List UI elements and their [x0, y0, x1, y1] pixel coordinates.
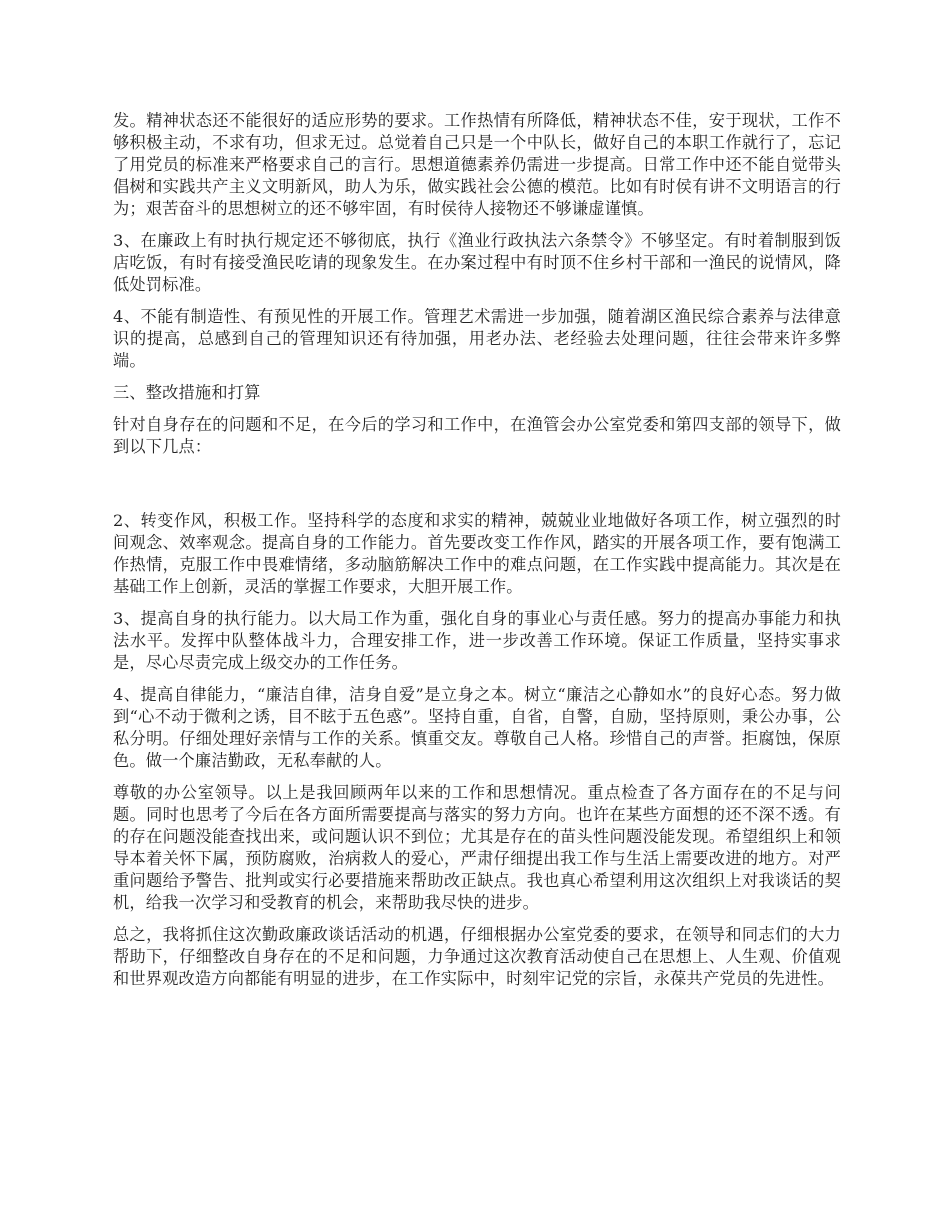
section-heading-rectification: 三、整改措施和打算 — [113, 383, 261, 402]
document-body — [113, 110, 841, 1000]
paragraph-measure-work-style: 2、转变作风，积极工作。坚持科学的态度和求实的精神，兢兢业业地做好各项工作，树立强烈的时间观念、效率观念。提高自身的工作能力。首先要改变工作作风，踏实的开展各项工作，要有饱满工作热情，克服工作中畏难情绪，多动脑筋解决工作中的难点问题，在工作实践中提高能力。其次是在基础工作上创新，灵活的掌握工作要求，大胆开展工作。 — [113, 511, 841, 596]
paragraph-spirit-state: 发。精神状态还不能很好的适应形势的要求。工作热情有所降低，精神状态不佳，安于现状，工作不够积极主动，不求有功，但求无过。总觉着自己只是一个中队长，做好自己的本职工作就行了，忘记了用党员的标准来严格要求自己的言行。思想道德素养仍需进一步提高。日常工作中还不能自觉带头倡树和实践共产主义文明新风，助人为乐，做实践社会公德的模范。比如有时侯有讲不文明语言的行为；艰苦奋斗的思想树立的还不够牢固，有时侯待人接物还不够谦虚谨慎。 — [113, 111, 841, 218]
paragraph-measure-execution: 3、提高自身的执行能力。以大局工作为重，强化自身的事业心与责任感。努力的提高办事能力和执法水平。发挥中队整体战斗力，合理安排工作，进一步改善工作环境。保证工作质量，坚持实事求是，尽心尽责完成上级交办的工作任务。 — [113, 609, 841, 672]
blank-gap — [113, 468, 841, 510]
paragraph-conclusion: 总之，我将抓住这次勤政廉政谈话活动的机遇，仔细根据办公室党委的要求，在领导和同志们的大力帮助下，仔细整改自身存在的不足和问题，力争通过这次教育活动使自己在思想上、人生观、价值观和世界观改造方向都能有明显的进步，在工作实际中，时刻牢记党的宗旨，永葆共产党员的先进性。 — [113, 925, 841, 988]
paragraph-foresight-issue: 4、不能有制造性、有预见性的开展工作。管理艺术需进一步加强，随着湖区渔民综合素养与法律意识的提高，总感到自己的管理知识还有待加强，用老办法、老经验去处理问题，往往会带来许多弊端。 — [113, 307, 841, 370]
paragraph-integrity-issue: 3、在廉政上有时执行规定还不够彻底，执行《渔业行政执法六条禁令》不够坚定。有时着制服到饭店吃饭，有时有接受渔民吃请的现象发生。在办案过程中有时顶不住乡村干部和一渔民的说情风，降低处罚标准。 — [113, 231, 841, 294]
paragraph-intro-measures: 针对自身存在的问题和不足，在今后的学习和工作中，在渔管会办公室党委和第四支部的领导下，做到以下几点： — [113, 415, 841, 456]
paragraph-measure-self-discipline: 4、提高自律能力，“廉洁自律，洁身自爱”是立身之本。树立“廉洁之心静如水”的良好心态。努力做到“心不动于微利之诱，目不眩于五色惑”。坚持自重，自省，自警，自励，坚持原则，秉公办事，公私分明。仔细处理好亲情与工作的关系。慎重交友。尊敬自己人格。珍惜自己的声誉。拒腐蚀，保原色。做一个廉洁勤政，无私奉献的人。 — [113, 685, 841, 770]
paragraph-address-leaders: 尊敬的办公室领导。以上是我回顾两年以来的工作和思想情况。重点检查了各方面存在的不足与问题。同时也思考了今后在各方面所需要提高与落实的努力方向。也许在某些方面想的还不深不透。有的存在问题没能查找出来，或问题认识不到位；尤其是存在的苗头性问题没能发现。希望组织上和领导本着关怀下属，预防腐败，治病救人的爱心，严肃仔细提出我工作与生活上需要改进的地方。对严重问题给予警告、批判或实行必要措施来帮助改正缺点。我也真心希望利用这次组织上对我谈话的契机，给我一次学习和受教育的机会，来帮助我尽快的进步。 — [113, 783, 841, 912]
